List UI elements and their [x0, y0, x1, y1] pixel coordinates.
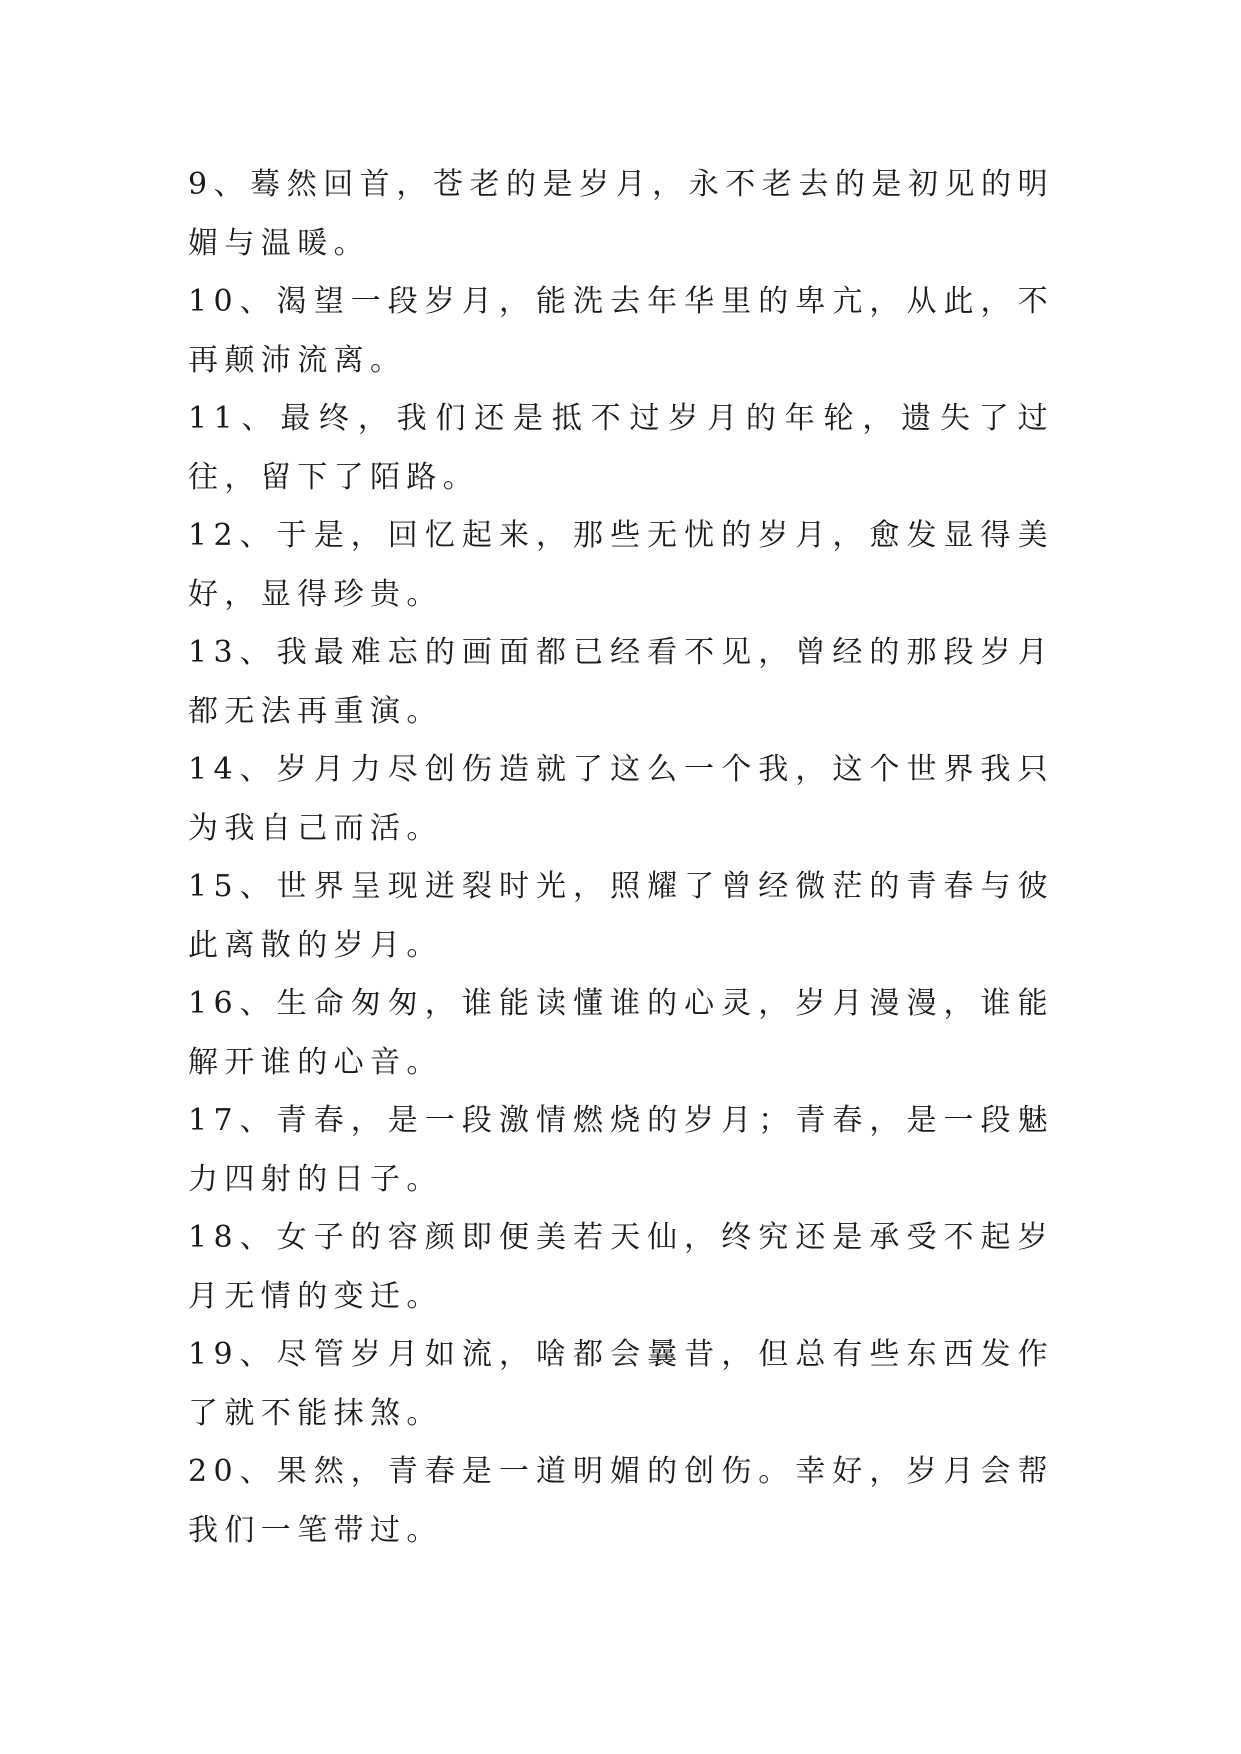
- list-item: 13、我最难忘的画面都已经看不见，曾经的那段岁月都无法再重演。: [188, 635, 1054, 729]
- list-item: 19、尽管岁月如流，啥都会曩昔，但总有些东西发作了就不能抹煞。: [188, 1337, 1054, 1431]
- list-item: 12、于是，回忆起来，那些无忧的岁月，愈发显得美好，显得珍贵。: [188, 518, 1054, 612]
- list-item: 16、生命匆匆，谁能读懂谁的心灵，岁月漫漫，谁能解开谁的心音。: [188, 986, 1054, 1080]
- list-item: 18、女子的容颜即便美若天仙，终究还是承受不起岁月无情的变迁。: [188, 1220, 1054, 1314]
- list-item: 17、青春，是一段激情燃烧的岁月；青春，是一段魅力四射的日子。: [188, 1103, 1054, 1197]
- list-item: 15、世界呈现迸裂时光，照耀了曾经微茫的青春与彼此离散的岁月。: [188, 869, 1054, 963]
- list-item: 14、岁月力尽创伤造就了这么一个我，这个世界我只为我自己而活。: [188, 752, 1054, 846]
- list-item: 20、果然，青春是一道明媚的创伤。幸好，岁月会帮我们一笔带过。: [188, 1454, 1054, 1548]
- quote-list: [188, 156, 1054, 1560]
- list-item: 9、蓦然回首，苍老的是岁月，永不老去的是初见的明媚与温暖。: [188, 167, 1054, 261]
- list-item: 11、最终，我们还是抵不过岁月的年轮，遗失了过往，留下了陌路。: [188, 401, 1054, 495]
- list-item: 10、渴望一段岁月，能洗去年华里的卑亢，从此，不再颠沛流离。: [188, 284, 1054, 378]
